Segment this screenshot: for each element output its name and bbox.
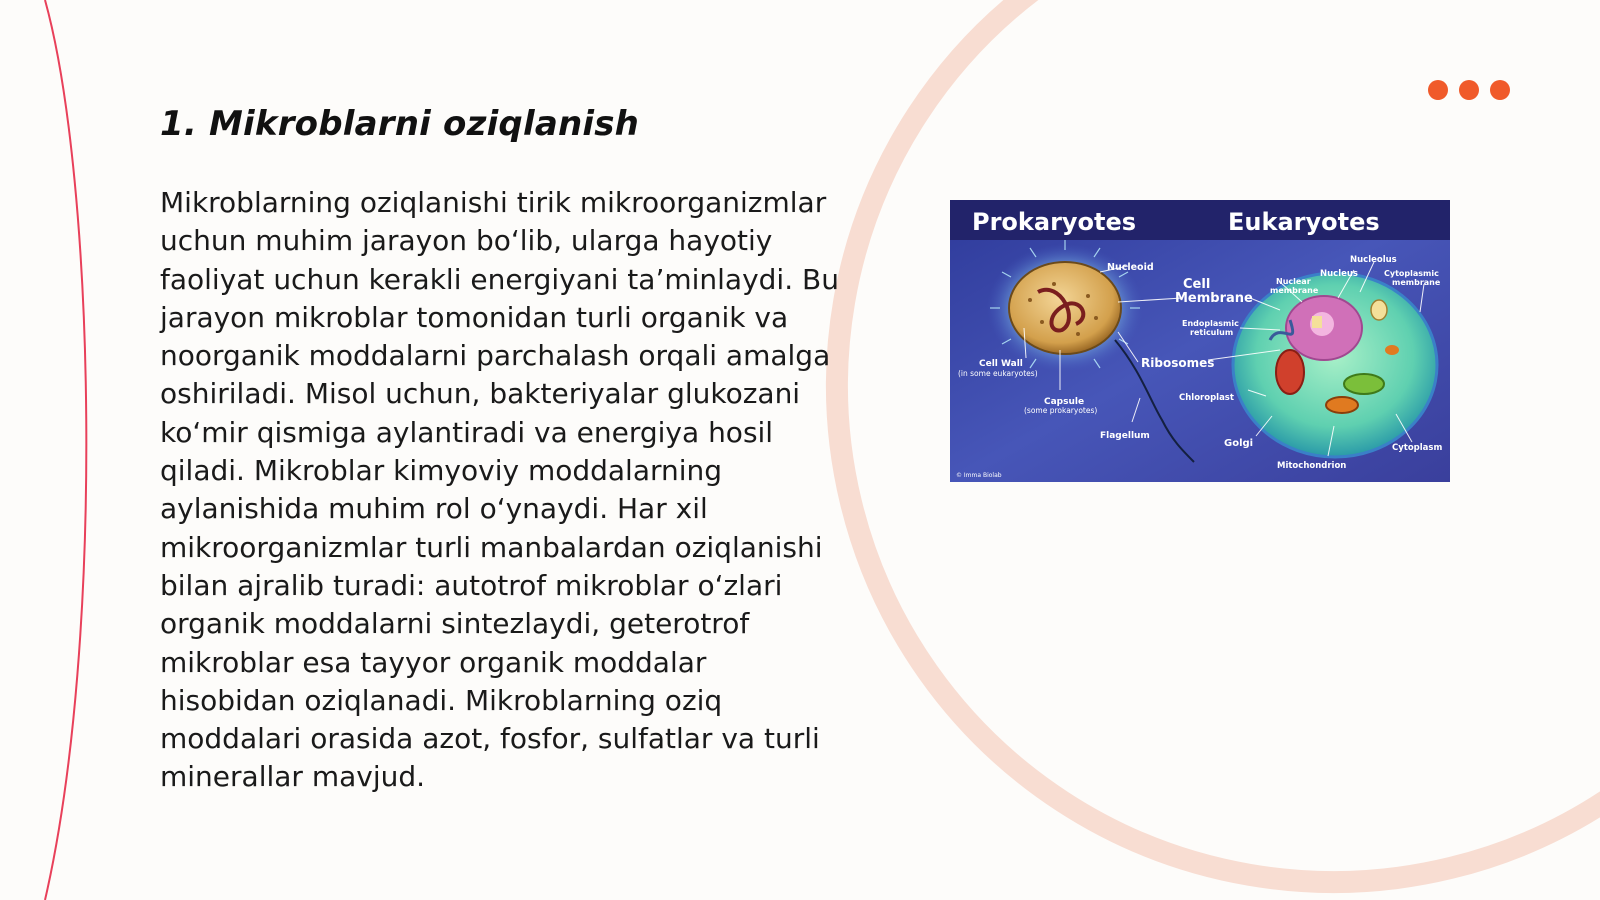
cell-diagram-image [950,200,1450,482]
label-cell-wall: Cell Wall [979,359,1023,369]
dot-icon [1428,80,1448,100]
label-cytoplasmic-membrane-1: Cytoplasmic [1384,269,1439,278]
label-nucleolus: Nucleolus [1350,255,1397,265]
label-nucleus: Nucleus [1320,269,1358,279]
left-edge-curve [45,0,86,900]
label-ribosomes: Ribosomes [1141,356,1215,370]
label-cytoplasm: Cytoplasm [1392,443,1443,453]
label-cytoplasmic-membrane-2: membrane [1392,278,1441,287]
more-dots-icon [1428,80,1512,100]
label-nuclear-membrane-1: Nuclear [1276,277,1311,286]
label-golgi: Golgi [1224,438,1254,449]
label-chloroplast: Chloroplast [1179,393,1234,403]
label-cell-wall-note: (in some eukaryotes) [958,369,1038,378]
slide-title: 1. Mikroblarni oziqlanish [160,104,640,144]
label-credit: © Imma Biolab [956,472,1002,479]
eukaryote-cell [1233,273,1437,457]
slide-paragraph: Mikroblarning oziqlanishi tirik mikroorganizmlar uchun muhim jarayon bo‘lib, ularga hayotiy faoliyat uchun kerakli energiyani ta’minlaydi. Bu jarayon mikroblar tomonidan turli organik va noorganik moddalarni parchalash orqali amalga oshiriladi. Misol uchun, bakteriyalar glukozani ko‘mir qismiga aylantiradi va energiya hosil qiladi. Mikroblar kimyoviy moddalarning aylanishida muhim rol o‘ynaydi. Har xil mikroorganizmlar turli manbalardan oziqlanishi bilan ajralib turadi: autotrof mikroblar o‘zlari organik moddalarni sintezlaydi, geterotrof mikroblar esa tayyor organik moddalar hisobidan oziqlanadi. Mikroblarning oziq moddalari orasida azot, fosfor, sulfatlar va turli minerallar mavjud. [160,186,839,794]
label-capsule: Capsule [1044,397,1085,407]
label-mitochondrion: Mitochondrion [1277,461,1347,471]
label-nuclear-membrane-2: membrane [1270,286,1319,295]
label-flagellum: Flagellum [1100,431,1150,441]
dot-icon [1490,80,1510,100]
label-er-2: reticulum [1190,328,1234,337]
eukaryotes-heading: Eukaryotes [1228,208,1380,236]
label-cell-membrane-1: Cell [1183,277,1211,292]
cell-diagram [950,200,1450,482]
prokaryotes-heading: Prokaryotes [972,208,1137,236]
label-cell-membrane-2: Membrane [1175,291,1253,306]
label-er-1: Endoplasmic [1182,319,1239,328]
label-capsule-note: (some prokaryotes) [1024,406,1098,415]
dot-icon [1459,80,1479,100]
label-nucleoid: Nucleoid [1107,262,1154,273]
